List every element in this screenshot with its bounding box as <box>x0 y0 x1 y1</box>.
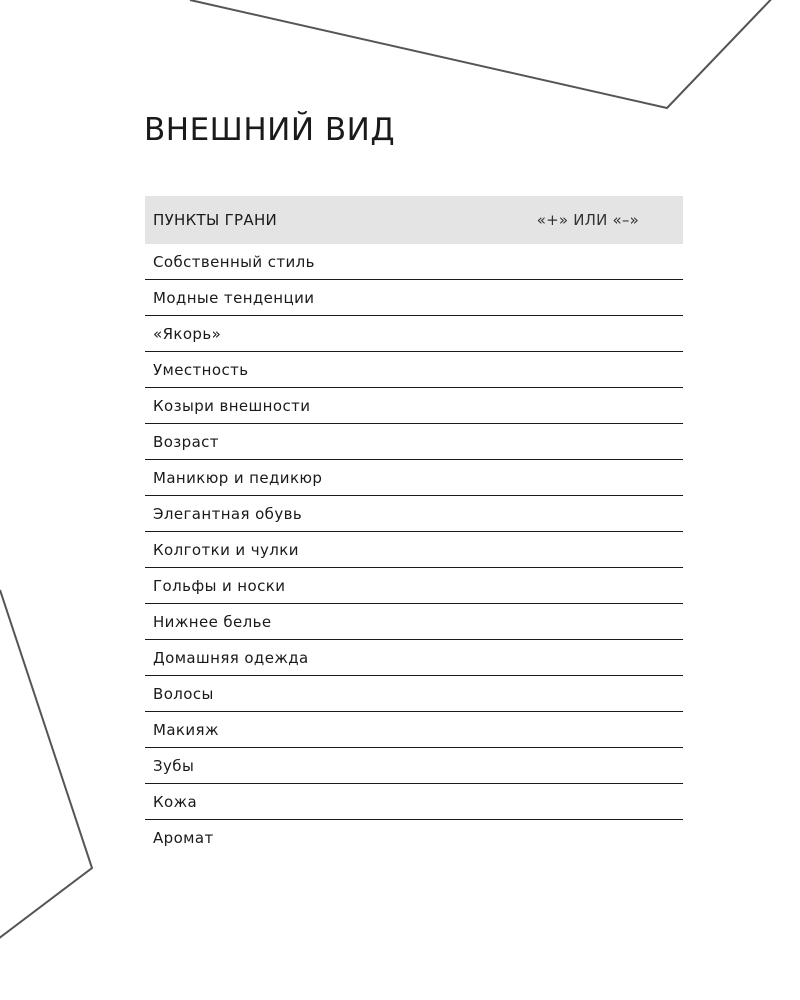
row-label: Аромат <box>153 829 214 847</box>
table-row <box>145 352 683 388</box>
table-row <box>145 676 683 712</box>
header-plus-minus-label: «+» ИЛИ «–» <box>536 211 639 229</box>
table-row <box>145 712 683 748</box>
table-row <box>145 784 683 820</box>
row-label: Гольфы и носки <box>153 576 286 595</box>
table-row <box>145 316 683 352</box>
row-label: Уместность <box>153 360 249 379</box>
facets-table <box>145 196 683 856</box>
table-row <box>145 604 683 640</box>
table-row <box>145 568 683 604</box>
table-row <box>145 820 683 856</box>
row-label: Домашняя одежда <box>153 648 309 667</box>
table-row <box>145 496 683 532</box>
bottom-left-decorative-line <box>0 590 92 945</box>
page-title: ВНЕШНИЙ ВИД <box>144 112 396 148</box>
row-label: Волосы <box>153 684 214 703</box>
table-row <box>145 748 683 784</box>
row-label: Зубы <box>153 756 195 775</box>
table-row <box>145 460 683 496</box>
row-label: Козыри внешности <box>153 396 311 415</box>
row-label: Собственный стиль <box>153 252 315 271</box>
row-label: Элегантная обувь <box>153 504 303 523</box>
row-label: Возраст <box>153 432 219 451</box>
table-row <box>145 640 683 676</box>
row-label: Маникюр и педикюр <box>153 468 323 487</box>
row-label: Макияж <box>153 720 219 739</box>
table-row <box>145 424 683 460</box>
table-row <box>145 280 683 316</box>
row-label: Колготки и чулки <box>153 540 299 559</box>
header-facets-label: ПУНКТЫ ГРАНИ <box>153 211 278 229</box>
table-header <box>145 196 683 244</box>
row-label: Нижнее белье <box>153 612 272 631</box>
table-row <box>145 532 683 568</box>
row-label: Кожа <box>153 792 198 811</box>
table-row <box>145 388 683 424</box>
row-label: «Якорь» <box>153 324 222 343</box>
table-row <box>145 244 683 280</box>
row-label: Модные тенденции <box>153 288 315 307</box>
top-right-decorative-line <box>190 0 780 108</box>
